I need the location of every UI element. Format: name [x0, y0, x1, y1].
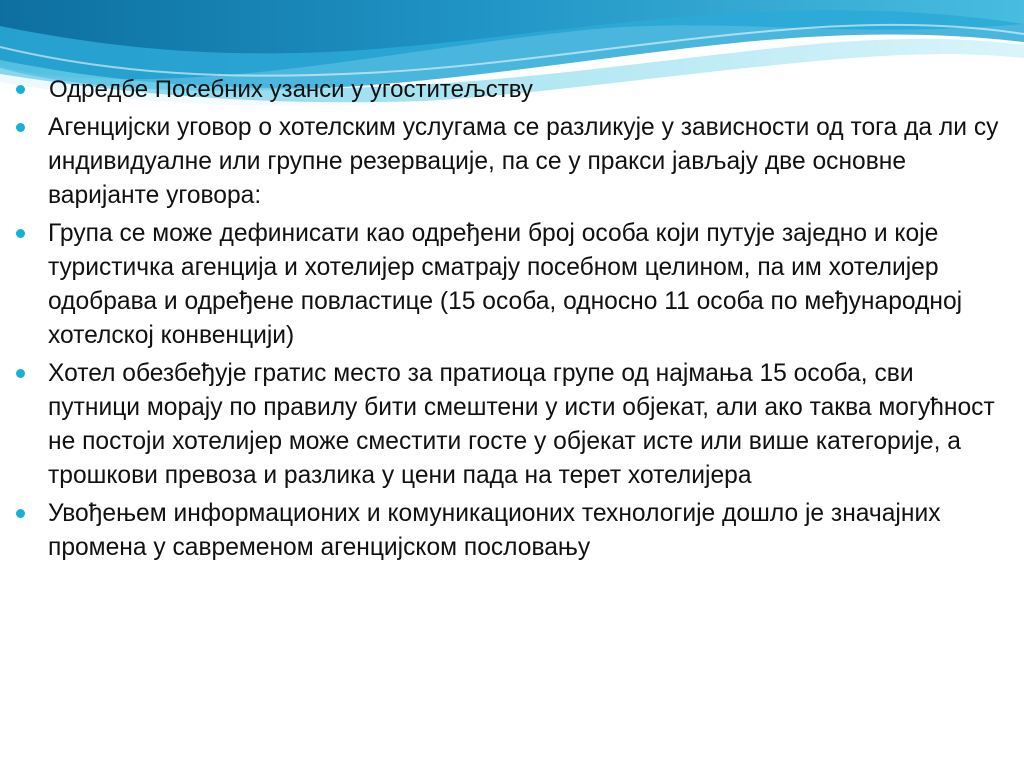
slide-content [0, 73, 1024, 753]
bullet-item [0, 73, 1024, 107]
bullet-item [0, 497, 1024, 565]
bullet-dot-icon [16, 369, 25, 378]
bullet-text: Група се може дефинисати као одређени број особа који путује заједно и које туристичка агенција и хотелијер сматрају посебном целином, па им хотелијер одобрава и одређене повластице (15 особа, односно 11 особа по међународној хотелској конвенцији) [48, 220, 963, 349]
bullet-text: Увођењем информационих и комуникационих технологије дошло је значајних промена у савременом агенцијском пословању [48, 500, 941, 561]
bullet-item [0, 111, 1024, 213]
bullet-item [0, 217, 1024, 353]
bullet-dot-icon [16, 229, 25, 238]
bullet-dot-icon [16, 85, 25, 94]
bullet-text: Одредбе Посебних узанси у угоститељству [49, 76, 533, 103]
bullet-text: Хотел обезбеђује гратис место за пратиоца групе од најмања 15 особа, сви путници морају по правилу бити смештени у исти објекат, али ако таква могућност не постоји хотелијер може сместити госте у објекат исте или више категорије, а трошкови превоза и разлика у цени пада на терет хотелијера [48, 360, 995, 489]
bullet-text: Агенцијски уговор о хотелским услугама се разликује у зависности од тога да ли су индивидуалне или групне резервације, па се у пракси јављају две основне варијанте уговора: [48, 114, 999, 209]
bullet-dot-icon [16, 509, 25, 518]
bullet-list [0, 73, 1024, 565]
bullet-dot-icon [16, 123, 25, 132]
bullet-item [0, 357, 1024, 493]
